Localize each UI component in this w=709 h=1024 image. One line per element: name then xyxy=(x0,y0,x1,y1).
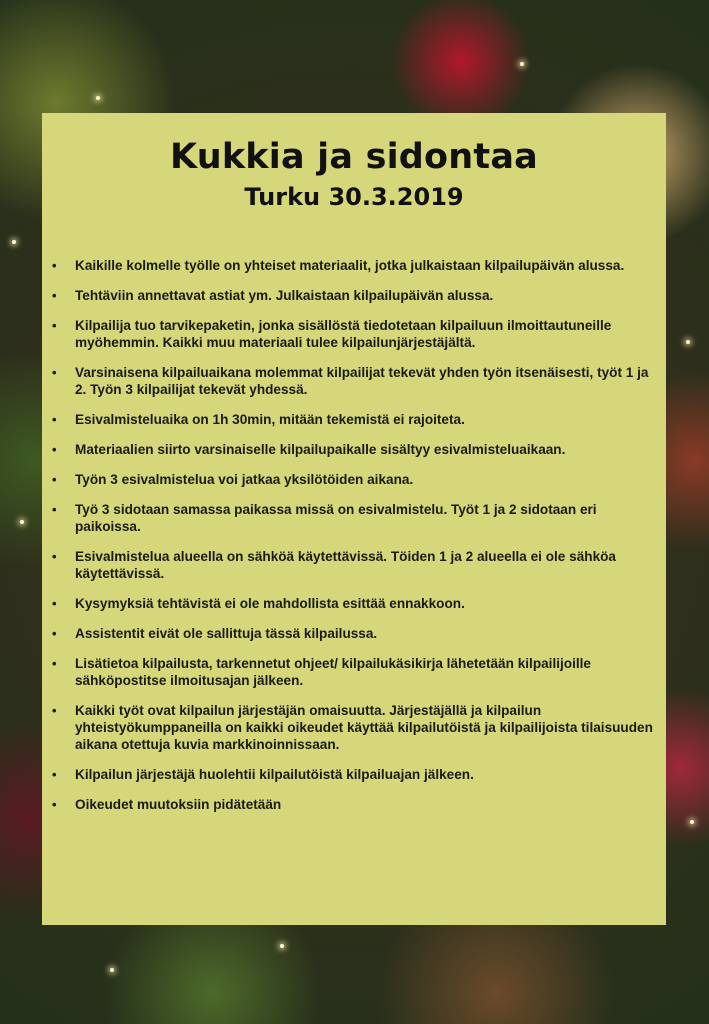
bullet-icon: • xyxy=(52,288,57,303)
rule-item xyxy=(42,655,666,689)
background-light xyxy=(12,240,16,244)
background-light xyxy=(110,968,114,972)
page-title: Kukkia ja sidontaa xyxy=(170,137,538,177)
bullet-icon: • xyxy=(52,549,57,564)
rule-text: Esivalmisteluaika on 1h 30min, mitään tekemistä ei rajoiteta. xyxy=(75,412,465,427)
rule-text: Työn 3 esivalmistelua voi jatkaa yksilötöiden aikana. xyxy=(75,472,414,487)
background-light xyxy=(96,96,100,100)
rule-text: Oikeudet muutoksiin pidätetään xyxy=(75,797,282,812)
bullet-icon: • xyxy=(52,626,57,641)
rule-item xyxy=(42,411,666,428)
rule-text: Kilpailun järjestäjä huolehtii kilpailutöistä kilpailuajan jälkeen. xyxy=(75,767,474,782)
rule-text: Kilpailija tuo tarvikepaketin, jonka sisällöstä tiedotetaan kilpailuun ilmoittautuneille myöhemmin. Kaikki muu materiaali tulee kilpailunjärjestäjältä. xyxy=(75,318,612,350)
rule-text: Lisätietoa kilpailusta, tarkennetut ohjeet/ kilpailukäsikirja lähetetään kilpailijoille sähköpostitse ilmoitusajan jälkeen. xyxy=(75,656,591,688)
bullet-icon: • xyxy=(52,442,57,457)
rule-item xyxy=(42,257,666,274)
rule-text: Materiaalien siirto varsinaiselle kilpailupaikalle sisältyy esivalmisteluaikaan. xyxy=(75,442,566,457)
rule-item xyxy=(42,501,666,535)
rule-item xyxy=(42,766,666,783)
rule-item xyxy=(42,317,666,351)
background-light xyxy=(520,62,524,66)
rule-item xyxy=(42,796,666,813)
rule-item xyxy=(42,441,666,458)
rule-text: Varsinaisena kilpailuaikana molemmat kilpailijat tekevät yhden työn itsenäisesti, työt 1 ja 2. Työn 3 kilpailijat tekevät yhdessä. xyxy=(75,365,649,397)
rule-item xyxy=(42,625,666,642)
rule-item xyxy=(42,287,666,304)
bullet-icon: • xyxy=(52,703,57,718)
rule-item xyxy=(42,595,666,612)
page-subtitle: Turku 30.3.2019 xyxy=(244,183,464,211)
bullet-icon: • xyxy=(52,656,57,671)
rule-item xyxy=(42,471,666,488)
background-light xyxy=(686,340,690,344)
rule-text: Työ 3 sidotaan samassa paikassa missä on esivalmistelu. Työt 1 ja 2 sidotaan eri paikoissa. xyxy=(75,502,597,534)
bullet-icon: • xyxy=(52,258,57,273)
background-light xyxy=(20,520,24,524)
info-panel xyxy=(42,113,666,925)
bullet-icon: • xyxy=(52,472,57,487)
rules-list xyxy=(42,257,666,826)
rule-item xyxy=(42,548,666,582)
rule-text: Tehtäviin annettavat astiat ym. Julkaistaan kilpailupäivän alussa. xyxy=(75,288,494,303)
bullet-icon: • xyxy=(52,365,57,380)
rule-text: Assistentit eivät ole sallittuja tässä kilpailussa. xyxy=(75,626,378,641)
rule-text: Kaikki työt ovat kilpailun järjestäjän omaisuutta. Järjestäjällä ja kilpailun yhteistyökumppaneilla on kaikki oikeudet käyttää kilpailutöistä ja kilpailijoista tilaisuuden aikana otettuja kuvia markkinoinnissaan. xyxy=(75,703,653,752)
rule-item xyxy=(42,364,666,398)
background-light xyxy=(690,820,694,824)
rule-text: Kaikille kolmelle työlle on yhteiset materiaalit, jotka julkaistaan kilpailupäivän alussa. xyxy=(75,258,625,273)
background-light xyxy=(280,944,284,948)
bullet-icon: • xyxy=(52,318,57,333)
bullet-icon: • xyxy=(52,412,57,427)
bullet-icon: • xyxy=(52,797,57,812)
bullet-icon: • xyxy=(52,767,57,782)
bullet-icon: • xyxy=(52,502,57,517)
rule-item xyxy=(42,702,666,753)
bullet-icon: • xyxy=(52,596,57,611)
rule-text: Esivalmistelua alueella on sähköä käytettävissä. Töiden 1 ja 2 alueella ei ole sähköa käytettävissä. xyxy=(75,549,616,581)
rule-text: Kysymyksiä tehtävistä ei ole mahdollista esittää ennakkoon. xyxy=(75,596,465,611)
